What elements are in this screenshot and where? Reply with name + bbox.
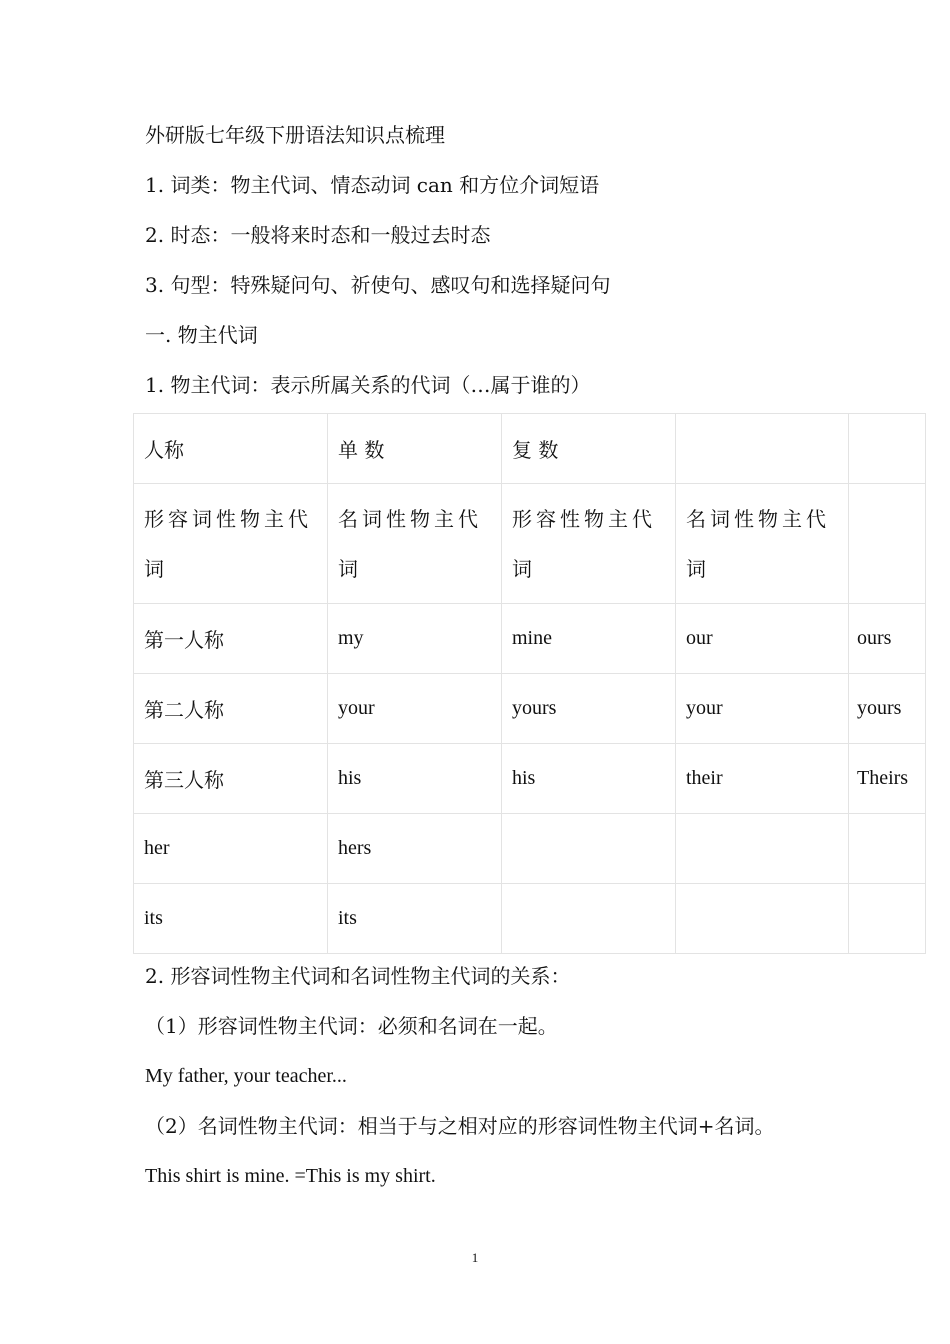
example-2: This shirt is mine. =This is my shirt. [145,1165,436,1187]
table-cell: 复 数 [502,414,676,484]
table-cell: his [328,744,502,814]
table-row [134,744,926,814]
table-cell: your [328,674,502,744]
relation-heading: 2. 形容词性物主代词和名词性物主代词的关系： [145,964,571,988]
relation-point-1: （1）形容词性物主代词：必须和名词在一起。 [145,1014,558,1038]
table-cell: their [676,744,849,814]
table-row [134,884,926,954]
table-cell: my [328,604,502,674]
point-3: 3. 句型：特殊疑问句、祈使句、感叹句和选择疑问句 [145,273,611,297]
table-cell: its [134,884,328,954]
table-cell: hers [328,814,502,884]
table-cell: 名词性物主代词 [328,484,502,604]
table-cell: 名词性物主代词 [676,484,849,604]
table-cell [676,814,849,884]
table-cell: our [676,604,849,674]
table-cell [849,814,926,884]
section-heading: 一. 物主代词 [145,323,258,347]
table-cell: 人称 [134,414,328,484]
table-cell: its [328,884,502,954]
table-cell: ours [849,604,926,674]
table-cell: yours [502,674,676,744]
table-cell: mine [502,604,676,674]
table-cell [676,884,849,954]
table-cell: her [134,814,328,884]
table-row [134,604,926,674]
table-cell: Theirs [849,744,926,814]
page-number: 1 [471,1250,479,1265]
table-row [134,484,926,604]
table-cell: 形容词性物主代词 [134,484,328,604]
definition-1: 1. 物主代词：表示所属关系的代词（…属于谁的） [145,373,591,397]
document-title: 外研版七年级下册语法知识点梳理 [145,123,445,147]
table-cell [502,884,676,954]
table-row [134,414,926,484]
table-row [134,674,926,744]
example-1: My father, your teacher... [145,1065,347,1087]
table-cell [676,414,849,484]
possessive-pronoun-table [133,413,926,954]
table-cell: 单 数 [328,414,502,484]
table-cell: 形容性物主代词 [502,484,676,604]
table-cell: 第三人称 [134,744,328,814]
table-cell: 第一人称 [134,604,328,674]
table-cell [849,414,926,484]
relation-point-2: （2）名词性物主代词：相当于与之相对应的形容词性物主代词+名词。 [145,1114,775,1138]
table-cell: your [676,674,849,744]
point-1: 1. 词类：物主代词、情态动词 can 和方位介词短语 [145,173,600,197]
table-cell [849,484,926,604]
table-cell: his [502,744,676,814]
table-cell: 第二人称 [134,674,328,744]
table-cell [849,884,926,954]
table-cell [502,814,676,884]
table-cell: yours [849,674,926,744]
point-2: 2. 时态：一般将来时态和一般过去时态 [145,223,491,247]
table-row [134,814,926,884]
